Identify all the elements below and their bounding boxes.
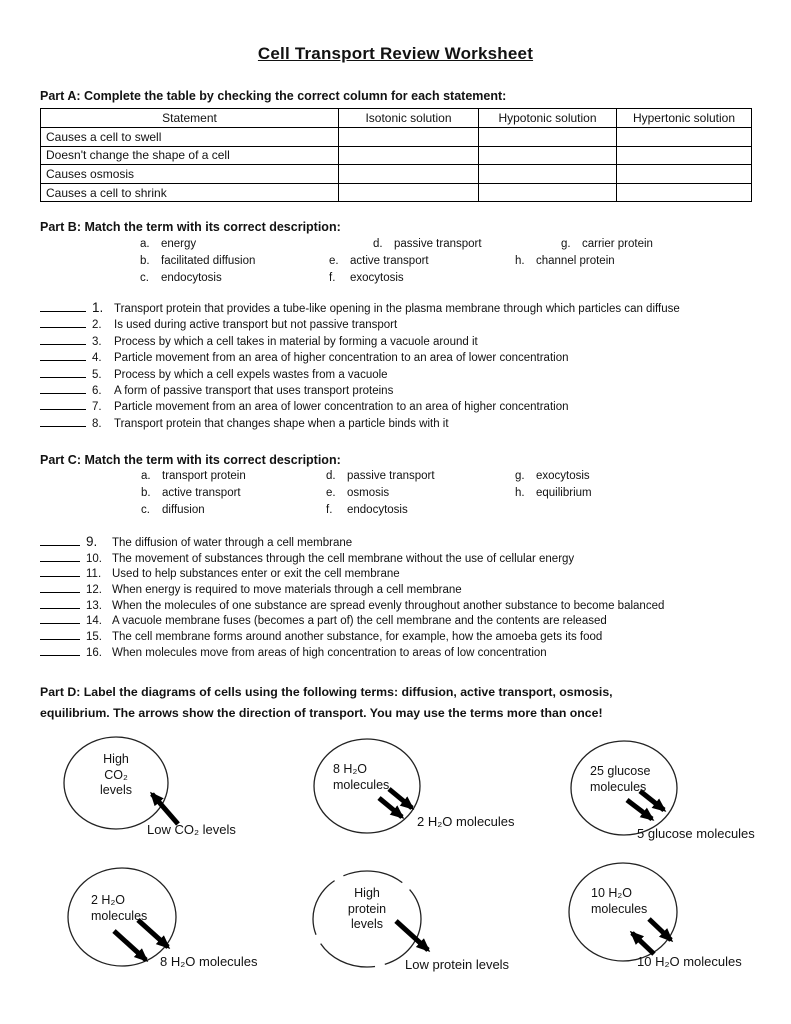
check-cell[interactable] [339, 146, 479, 165]
question-12: 12. When energy is required to move materials through a cell membrane [40, 581, 664, 597]
arrow-into-cell [632, 933, 654, 954]
check-cell[interactable] [617, 183, 752, 202]
cell-label-inside: 2 H₂O molecules [91, 893, 148, 923]
table-row [41, 165, 752, 184]
question-11: 11. Used to help substances enter or exit the cell membrane [40, 565, 664, 581]
question-1: 1. Transport protein that provides a tube-like opening in the plasma membrane through which particles can diffuse [40, 300, 680, 316]
question-2: 2. Is used during active transport but not passive transport [40, 316, 680, 332]
part-c-questions [40, 534, 664, 660]
question-13: 13. When the molecules of one substance are spread evenly throughout another substance to become balanced [40, 597, 664, 613]
term-diffusion: c. diffusion [141, 504, 205, 516]
answer-blank[interactable] [40, 415, 86, 427]
cell-label-outside: 5 glucose molecules [637, 826, 755, 841]
part-a-table [40, 108, 752, 202]
term-facilitated-diffusion: b. facilitated diffusion [140, 255, 256, 267]
statement-cell: Doesn't change the shape of a cell [41, 146, 339, 165]
term-osmosis: e. osmosis [326, 487, 390, 499]
question-6: 6. A form of passive transport that uses transport proteins [40, 382, 680, 398]
col-header-statement: Statement [41, 109, 339, 128]
term-endocytosis: c. endocytosis [140, 272, 222, 284]
part-b-term-bank [40, 238, 751, 292]
cell-label-outside: 10 H₂O molecules [637, 954, 742, 969]
term-energy: a. energy [140, 238, 197, 250]
question-9: 9. The diffusion of water through a cell membrane [40, 534, 664, 550]
cell-label-inside: 25 glucose molecules [590, 764, 651, 794]
arrow-out-of-cell [627, 800, 652, 819]
check-cell[interactable] [479, 183, 617, 202]
arrow-out-of-cell [114, 931, 146, 960]
statement-cell: Causes a cell to shrink [41, 183, 339, 202]
answer-blank[interactable] [40, 349, 86, 361]
cell-label-outside: 2 H₂O molecules [417, 814, 515, 829]
question-10: 10. The movement of substances through the cell membrane without the use of cellular energy [40, 550, 664, 566]
answer-blank[interactable] [40, 612, 80, 624]
answer-blank[interactable] [40, 333, 86, 345]
answer-blank[interactable] [40, 534, 80, 546]
term-transport-protein: a. transport protein [141, 470, 246, 482]
term-active-transport: b. active transport [141, 487, 241, 499]
cell-label-outside: Low protein levels [405, 957, 510, 972]
part-c-heading: Part C: Match the term with its correct description: [40, 453, 341, 467]
check-cell[interactable] [617, 128, 752, 147]
term-active-transport: e. active transport [329, 255, 429, 267]
table-row [41, 146, 752, 165]
cell-label-outside: 8 H₂O molecules [160, 954, 258, 969]
cell-label-inside: 10 H₂O molecules [591, 886, 648, 916]
term-equilibrium: h. equilibrium [515, 487, 592, 499]
term-channel-protein: h. channel protein [515, 255, 615, 267]
part-d-heading-line2: equilibrium. The arrows show the direction of transport. You may use the terms more than once! [40, 706, 603, 720]
arrow-out-of-cell [379, 798, 402, 817]
answer-blank[interactable] [40, 382, 86, 394]
arrow-out-of-cell [649, 919, 671, 940]
check-cell[interactable] [617, 165, 752, 184]
statement-cell: Causes a cell to swell [41, 128, 339, 147]
cell-label-inside: High CO₂ levels [100, 752, 132, 797]
answer-blank[interactable] [40, 316, 86, 328]
question-7: 7. Particle movement from an area of lower concentration to an area of higher concentration [40, 398, 680, 414]
term-passive-transport: d. passive transport [373, 238, 482, 250]
answer-blank[interactable] [40, 398, 86, 410]
answer-blank[interactable] [40, 366, 86, 378]
check-cell[interactable] [339, 165, 479, 184]
arrow-out-of-cell [389, 789, 412, 808]
question-5: 5. Process by which a cell expels wastes from a vacuole [40, 366, 680, 382]
term-passive-transport: d. passive transport [326, 470, 435, 482]
check-cell[interactable] [617, 146, 752, 165]
check-cell[interactable] [479, 165, 617, 184]
part-d-diagrams [0, 730, 791, 1024]
page-title: Cell Transport Review Worksheet [257, 44, 534, 63]
answer-blank[interactable] [40, 565, 80, 577]
check-cell[interactable] [339, 128, 479, 147]
table-row [41, 128, 752, 147]
answer-blank[interactable] [40, 581, 80, 593]
arrow-out-of-cell [138, 920, 168, 947]
answer-blank[interactable] [40, 597, 80, 609]
question-4: 4. Particle movement from an area of higher concentration to an area of lower concentration [40, 349, 680, 365]
answer-blank[interactable] [40, 628, 80, 640]
col-header-isotonic: Isotonic solution [339, 109, 479, 128]
part-c-term-bank [40, 470, 751, 524]
term-exocytosis: f. exocytosis [329, 272, 404, 284]
answer-blank[interactable] [40, 644, 80, 656]
cell-label-outside: Low CO₂ levels [147, 822, 236, 837]
col-header-hypotonic: Hypotonic solution [479, 109, 617, 128]
part-b-questions [40, 300, 680, 431]
cell-label-inside: High protein levels [347, 886, 387, 931]
cell-label-inside: 8 H₂O molecules [333, 762, 390, 792]
statement-cell: Causes osmosis [41, 165, 339, 184]
answer-blank[interactable] [40, 300, 86, 312]
table-row [41, 183, 752, 202]
term-exocytosis: g. exocytosis [515, 470, 590, 482]
check-cell[interactable] [339, 183, 479, 202]
term-carrier-protein: g. carrier protein [561, 238, 653, 250]
table-header-row [41, 109, 752, 128]
question-14: 14. A vacuole membrane fuses (becomes a part of) the cell membrane and the contents are released [40, 612, 664, 628]
part-a-heading: Part A: Complete the table by checking the correct column for each statement: [40, 89, 507, 103]
part-d-heading-line1: Part D: Label the diagrams of cells using the following terms: diffusion, active transport, osmosis, [40, 685, 613, 699]
question-3: 3. Process by which a cell takes in material by forming a vacuole around it [40, 333, 680, 349]
col-header-hypertonic: Hypertonic solution [617, 109, 752, 128]
term-endocytosis: f. endocytosis [326, 504, 408, 516]
part-b-heading: Part B: Match the term with its correct description: [40, 220, 341, 234]
question-15: 15. The cell membrane forms around another substance, for example, how the amoeba gets its food [40, 628, 664, 644]
question-16: 16. When molecules move from areas of high concentration to areas of low concentration [40, 644, 664, 660]
answer-blank[interactable] [40, 550, 80, 562]
question-8: 8. Transport protein that changes shape when a particle binds with it [40, 415, 680, 431]
check-cell[interactable] [479, 128, 617, 147]
check-cell[interactable] [479, 146, 617, 165]
